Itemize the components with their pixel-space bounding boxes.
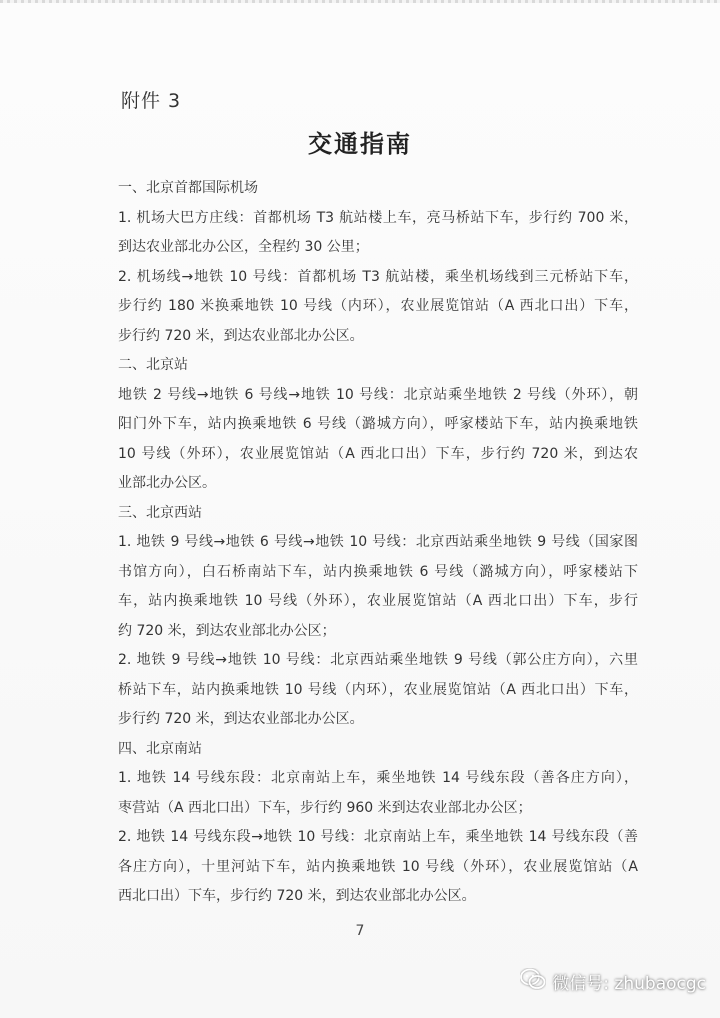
body-line: 各庄方向），十里河站下车，站内换乘地铁 10 号线（外环），农业展览馆站（A (118, 858, 638, 875)
body-line: 到达农业部北办公区，全程约 30 公里； (118, 239, 369, 255)
body-line: 业部北办公区。 (118, 475, 216, 491)
body-line: 2. 地铁 9 号线→地铁 10 号线：北京西站乘坐地铁 9 号线（郭公庄方向），六里 (118, 652, 638, 668)
body-line: 阳门外下车，站内换乘地铁 6 号线（潞城方向），呼家楼站下车，站内换乘地铁 (118, 416, 638, 432)
body-line: 2. 地铁 14 号线东段→地铁 10 号线：北京南站上车，乘坐地铁 14 号线东段（善 (118, 829, 638, 845)
watermark (520, 968, 706, 995)
section-heading: 四、北京南站 (118, 740, 202, 757)
body-line: 1. 地铁 14 号线东段：北京南站上车，乘坐地铁 14 号线东段（善各庄方向）， (118, 770, 638, 786)
document-body (118, 174, 638, 912)
body-line: 步行约 180 米换乘地铁 10 号线（内环），农业展览馆站（A 西北口出）下车， (118, 298, 638, 314)
body-line: 桥站下车，站内换乘地铁 10 号线（内环），农业展览馆站（A 西北口出）下车， (118, 681, 638, 698)
body-line: 车，站内换乘地铁 10 号线（外环），农业展览馆站（A 西北口出）下车，步行 (118, 593, 638, 609)
body-line: 步行约 720 米，到达农业部北办公区。 (118, 711, 364, 727)
scan-top-edge (0, 0, 720, 3)
watermark-text: 微信号: zhubaocgc (552, 974, 706, 994)
body-line: 10 号线（外环），农业展览馆站（A 西北口出）下车，步行约 720 米，到达农 (118, 445, 638, 462)
body-line: 西北口出）下车，步行约 720 米，到达农业部北办公区。 (118, 888, 476, 904)
body-line: 枣营站（A 西北口出）下车，步行约 960 米到达农业部北办公区； (118, 799, 532, 816)
page-number: 7 (355, 923, 365, 939)
body-line: 1. 地铁 9 号线→地铁 6 号线→地铁 10 号线：北京西站乘坐地铁 9 号线（国家图 (118, 534, 638, 550)
section-heading: 二、北京站 (118, 357, 188, 373)
section-heading: 一、北京首都国际机场 (118, 180, 258, 196)
page-title: 交通指南 (308, 130, 412, 158)
body-line: 地铁 2 号线→地铁 6 号线→地铁 10 号线：北京站乘坐地铁 2 号线（外环），朝 (118, 386, 638, 403)
attachment-label: 附件 3 (121, 90, 182, 112)
body-line: 书馆方向），白石桥南站下车，站内换乘地铁 6 号线（潞城方向），呼家楼站下 (118, 563, 638, 580)
wechat-icon (520, 968, 546, 995)
body-line: 2. 机场线→地铁 10 号线：首都机场 T3 航站楼，乘坐机场线到三元桥站下车， (118, 268, 638, 285)
body-line: 约 720 米，到达农业部北办公区； (118, 622, 336, 639)
body-line: 步行约 720 米，到达农业部北办公区。 (118, 327, 364, 344)
body-line: 1. 机场大巴方庄线：首都机场 T3 航站楼上车，亮马桥站下车，步行约 700 米， (118, 209, 638, 226)
section-heading: 三、北京西站 (118, 504, 202, 521)
